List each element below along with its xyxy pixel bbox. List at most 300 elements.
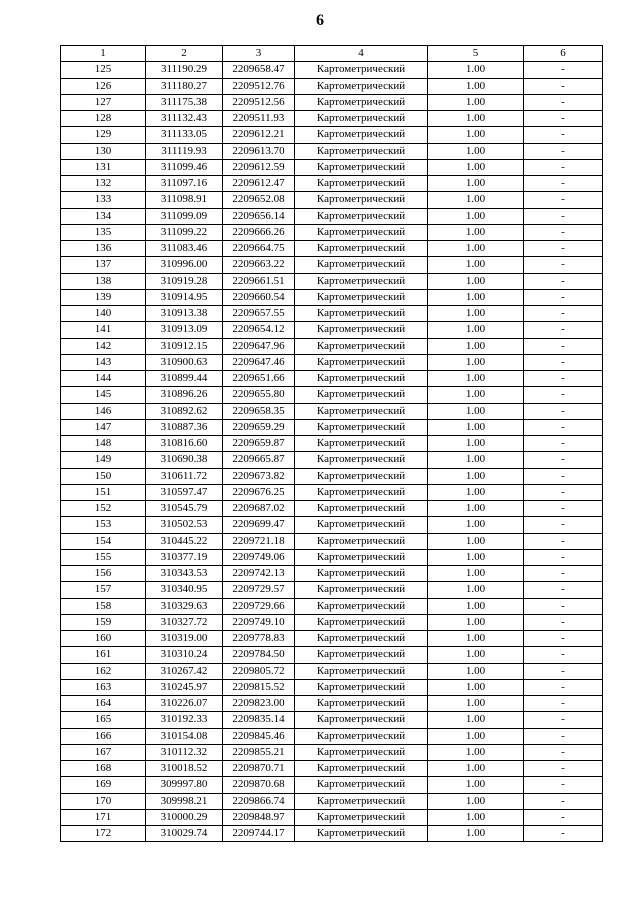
point-number-cell: 133	[61, 192, 146, 208]
note-cell: -	[524, 826, 603, 842]
point-number-cell: 172	[61, 826, 146, 842]
column-header: 1	[61, 46, 146, 62]
y-coordinate-cell: 2209612.59	[223, 159, 295, 175]
y-coordinate-cell: 2209659.29	[223, 419, 295, 435]
x-coordinate-cell: 310919.28	[146, 273, 223, 289]
y-coordinate-cell: 2209676.25	[223, 484, 295, 500]
y-coordinate-cell: 2209721.18	[223, 533, 295, 549]
method-cell: Картометрический	[295, 322, 428, 338]
method-cell: Картометрический	[295, 224, 428, 240]
accuracy-cell: 1.00	[428, 647, 524, 663]
note-cell: -	[524, 419, 603, 435]
y-coordinate-cell: 2209866.74	[223, 793, 295, 809]
x-coordinate-cell: 310545.79	[146, 501, 223, 517]
x-coordinate-cell: 311099.09	[146, 208, 223, 224]
accuracy-cell: 1.00	[428, 712, 524, 728]
note-cell: -	[524, 371, 603, 387]
table-row	[61, 517, 603, 533]
accuracy-cell: 1.00	[428, 436, 524, 452]
note-cell: -	[524, 224, 603, 240]
x-coordinate-cell: 310226.07	[146, 696, 223, 712]
table-row	[61, 338, 603, 354]
point-number-cell: 136	[61, 241, 146, 257]
accuracy-cell: 1.00	[428, 208, 524, 224]
accuracy-cell: 1.00	[428, 663, 524, 679]
y-coordinate-cell: 2209511.93	[223, 111, 295, 127]
note-cell: -	[524, 78, 603, 94]
y-coordinate-cell: 2209647.46	[223, 354, 295, 370]
y-coordinate-cell: 2209651.66	[223, 371, 295, 387]
table-row	[61, 127, 603, 143]
note-cell: -	[524, 387, 603, 403]
method-cell: Картометрический	[295, 78, 428, 94]
x-coordinate-cell: 310912.15	[146, 338, 223, 354]
note-cell: -	[524, 614, 603, 630]
note-cell: -	[524, 566, 603, 582]
x-coordinate-cell: 310896.26	[146, 387, 223, 403]
y-coordinate-cell: 2209656.14	[223, 208, 295, 224]
table-row	[61, 793, 603, 809]
method-cell: Картометрический	[295, 62, 428, 78]
point-number-cell: 125	[61, 62, 146, 78]
accuracy-cell: 1.00	[428, 403, 524, 419]
point-number-cell: 132	[61, 176, 146, 192]
method-cell: Картометрический	[295, 598, 428, 614]
table-row	[61, 419, 603, 435]
method-cell: Картометрический	[295, 289, 428, 305]
x-coordinate-cell: 310445.22	[146, 533, 223, 549]
point-number-cell: 154	[61, 533, 146, 549]
note-cell: -	[524, 192, 603, 208]
note-cell: -	[524, 62, 603, 78]
table-row	[61, 744, 603, 760]
point-number-cell: 137	[61, 257, 146, 273]
note-cell: -	[524, 679, 603, 695]
note-cell: -	[524, 777, 603, 793]
method-cell: Картометрический	[295, 143, 428, 159]
accuracy-cell: 1.00	[428, 94, 524, 110]
table-row	[61, 354, 603, 370]
y-coordinate-cell: 2209659.87	[223, 436, 295, 452]
method-cell: Картометрический	[295, 728, 428, 744]
y-coordinate-cell: 2209749.10	[223, 614, 295, 630]
note-cell: -	[524, 159, 603, 175]
point-number-cell: 143	[61, 354, 146, 370]
y-coordinate-cell: 2209673.82	[223, 468, 295, 484]
note-cell: -	[524, 257, 603, 273]
accuracy-cell: 1.00	[428, 224, 524, 240]
point-number-cell: 166	[61, 728, 146, 744]
table-row	[61, 78, 603, 94]
x-coordinate-cell: 311133.05	[146, 127, 223, 143]
x-coordinate-cell: 310913.38	[146, 306, 223, 322]
accuracy-cell: 1.00	[428, 127, 524, 143]
y-coordinate-cell: 2209666.26	[223, 224, 295, 240]
note-cell: -	[524, 241, 603, 257]
y-coordinate-cell: 2209661.51	[223, 273, 295, 289]
accuracy-cell: 1.00	[428, 111, 524, 127]
note-cell: -	[524, 696, 603, 712]
x-coordinate-cell: 311099.46	[146, 159, 223, 175]
x-coordinate-cell: 310892.62	[146, 403, 223, 419]
x-coordinate-cell: 310310.24	[146, 647, 223, 663]
accuracy-cell: 1.00	[428, 354, 524, 370]
y-coordinate-cell: 2209823.00	[223, 696, 295, 712]
table-row	[61, 273, 603, 289]
note-cell: -	[524, 127, 603, 143]
x-coordinate-cell: 311083.46	[146, 241, 223, 257]
method-cell: Картометрический	[295, 257, 428, 273]
note-cell: -	[524, 809, 603, 825]
accuracy-cell: 1.00	[428, 549, 524, 565]
point-number-cell: 144	[61, 371, 146, 387]
y-coordinate-cell: 2209845.46	[223, 728, 295, 744]
x-coordinate-cell: 310914.95	[146, 289, 223, 305]
method-cell: Картометрический	[295, 696, 428, 712]
table-row	[61, 452, 603, 468]
method-cell: Картометрический	[295, 614, 428, 630]
y-coordinate-cell: 2209848.97	[223, 809, 295, 825]
table-row	[61, 192, 603, 208]
accuracy-cell: 1.00	[428, 192, 524, 208]
note-cell: -	[524, 712, 603, 728]
table-row	[61, 679, 603, 695]
point-number-cell: 159	[61, 614, 146, 630]
column-header: 3	[223, 46, 295, 62]
note-cell: -	[524, 549, 603, 565]
point-number-cell: 146	[61, 403, 146, 419]
x-coordinate-cell: 310816.60	[146, 436, 223, 452]
accuracy-cell: 1.00	[428, 777, 524, 793]
table-body	[61, 62, 603, 842]
x-coordinate-cell: 310327.72	[146, 614, 223, 630]
y-coordinate-cell: 2209870.71	[223, 761, 295, 777]
x-coordinate-cell: 310245.97	[146, 679, 223, 695]
point-number-cell: 151	[61, 484, 146, 500]
method-cell: Картометрический	[295, 549, 428, 565]
point-number-cell: 147	[61, 419, 146, 435]
y-coordinate-cell: 2209647.96	[223, 338, 295, 354]
point-number-cell: 153	[61, 517, 146, 533]
note-cell: -	[524, 793, 603, 809]
point-number-cell: 126	[61, 78, 146, 94]
method-cell: Картометрический	[295, 452, 428, 468]
accuracy-cell: 1.00	[428, 566, 524, 582]
table-row	[61, 62, 603, 78]
point-number-cell: 128	[61, 111, 146, 127]
x-coordinate-cell: 311119.93	[146, 143, 223, 159]
note-cell: -	[524, 728, 603, 744]
x-coordinate-cell: 311180.27	[146, 78, 223, 94]
x-coordinate-cell: 310996.00	[146, 257, 223, 273]
x-coordinate-cell: 310000.29	[146, 809, 223, 825]
y-coordinate-cell: 2209658.47	[223, 62, 295, 78]
y-coordinate-cell: 2209870.68	[223, 777, 295, 793]
method-cell: Картометрический	[295, 663, 428, 679]
y-coordinate-cell: 2209744.17	[223, 826, 295, 842]
accuracy-cell: 1.00	[428, 78, 524, 94]
point-number-cell: 169	[61, 777, 146, 793]
table-row	[61, 387, 603, 403]
table-row	[61, 582, 603, 598]
table-row	[61, 484, 603, 500]
table-header-row	[61, 46, 603, 62]
table-row	[61, 631, 603, 647]
x-coordinate-cell: 310192.33	[146, 712, 223, 728]
y-coordinate-cell: 2209660.54	[223, 289, 295, 305]
y-coordinate-cell: 2209855.21	[223, 744, 295, 760]
method-cell: Картометрический	[295, 338, 428, 354]
y-coordinate-cell: 2209655.80	[223, 387, 295, 403]
y-coordinate-cell: 2209729.57	[223, 582, 295, 598]
y-coordinate-cell: 2209612.47	[223, 176, 295, 192]
method-cell: Картометрический	[295, 517, 428, 533]
x-coordinate-cell: 311190.29	[146, 62, 223, 78]
note-cell: -	[524, 338, 603, 354]
note-cell: -	[524, 354, 603, 370]
accuracy-cell: 1.00	[428, 614, 524, 630]
accuracy-cell: 1.00	[428, 322, 524, 338]
column-header: 6	[524, 46, 603, 62]
note-cell: -	[524, 322, 603, 338]
x-coordinate-cell: 309997.80	[146, 777, 223, 793]
point-number-cell: 127	[61, 94, 146, 110]
accuracy-cell: 1.00	[428, 452, 524, 468]
point-number-cell: 138	[61, 273, 146, 289]
note-cell: -	[524, 598, 603, 614]
table-row	[61, 436, 603, 452]
y-coordinate-cell: 2209805.72	[223, 663, 295, 679]
accuracy-cell: 1.00	[428, 257, 524, 273]
accuracy-cell: 1.00	[428, 468, 524, 484]
note-cell: -	[524, 94, 603, 110]
accuracy-cell: 1.00	[428, 826, 524, 842]
x-coordinate-cell: 310611.72	[146, 468, 223, 484]
table-row	[61, 111, 603, 127]
accuracy-cell: 1.00	[428, 761, 524, 777]
accuracy-cell: 1.00	[428, 371, 524, 387]
table-row	[61, 826, 603, 842]
x-coordinate-cell: 310340.95	[146, 582, 223, 598]
table-row	[61, 241, 603, 257]
table-row	[61, 176, 603, 192]
page-number: 6	[316, 12, 324, 29]
method-cell: Картометрический	[295, 501, 428, 517]
accuracy-cell: 1.00	[428, 241, 524, 257]
x-coordinate-cell: 310899.44	[146, 371, 223, 387]
accuracy-cell: 1.00	[428, 728, 524, 744]
point-number-cell: 161	[61, 647, 146, 663]
method-cell: Картометрический	[295, 354, 428, 370]
y-coordinate-cell: 2209835.14	[223, 712, 295, 728]
y-coordinate-cell: 2209658.35	[223, 403, 295, 419]
accuracy-cell: 1.00	[428, 419, 524, 435]
x-coordinate-cell: 310112.32	[146, 744, 223, 760]
column-header: 5	[428, 46, 524, 62]
method-cell: Картометрический	[295, 484, 428, 500]
note-cell: -	[524, 436, 603, 452]
column-header: 2	[146, 46, 223, 62]
accuracy-cell: 1.00	[428, 143, 524, 159]
note-cell: -	[524, 273, 603, 289]
y-coordinate-cell: 2209612.21	[223, 127, 295, 143]
table-row	[61, 208, 603, 224]
point-number-cell: 170	[61, 793, 146, 809]
point-number-cell: 139	[61, 289, 146, 305]
table-row	[61, 94, 603, 110]
note-cell: -	[524, 517, 603, 533]
y-coordinate-cell: 2209784.50	[223, 647, 295, 663]
note-cell: -	[524, 143, 603, 159]
table-row	[61, 371, 603, 387]
table-row	[61, 501, 603, 517]
accuracy-cell: 1.00	[428, 744, 524, 760]
y-coordinate-cell: 2209699.47	[223, 517, 295, 533]
method-cell: Картометрический	[295, 566, 428, 582]
y-coordinate-cell: 2209729.66	[223, 598, 295, 614]
y-coordinate-cell: 2209665.87	[223, 452, 295, 468]
table-row	[61, 306, 603, 322]
method-cell: Картометрический	[295, 809, 428, 825]
point-number-cell: 165	[61, 712, 146, 728]
method-cell: Картометрический	[295, 647, 428, 663]
accuracy-cell: 1.00	[428, 598, 524, 614]
note-cell: -	[524, 533, 603, 549]
note-cell: -	[524, 208, 603, 224]
accuracy-cell: 1.00	[428, 176, 524, 192]
point-number-cell: 160	[61, 631, 146, 647]
x-coordinate-cell: 310029.74	[146, 826, 223, 842]
table-row	[61, 598, 603, 614]
x-coordinate-cell: 311097.16	[146, 176, 223, 192]
table-row	[61, 696, 603, 712]
note-cell: -	[524, 501, 603, 517]
point-number-cell: 168	[61, 761, 146, 777]
table-row	[61, 728, 603, 744]
point-number-cell: 158	[61, 598, 146, 614]
method-cell: Картометрический	[295, 387, 428, 403]
table-row	[61, 712, 603, 728]
point-number-cell: 145	[61, 387, 146, 403]
note-cell: -	[524, 484, 603, 500]
x-coordinate-cell: 311175.38	[146, 94, 223, 110]
accuracy-cell: 1.00	[428, 289, 524, 305]
x-coordinate-cell: 311099.22	[146, 224, 223, 240]
accuracy-cell: 1.00	[428, 501, 524, 517]
method-cell: Картометрический	[295, 371, 428, 387]
accuracy-cell: 1.00	[428, 62, 524, 78]
y-coordinate-cell: 2209742.13	[223, 566, 295, 582]
table-row	[61, 468, 603, 484]
accuracy-cell: 1.00	[428, 582, 524, 598]
note-cell: -	[524, 582, 603, 598]
table-row	[61, 809, 603, 825]
x-coordinate-cell: 310377.19	[146, 549, 223, 565]
table-row	[61, 143, 603, 159]
method-cell: Картометрический	[295, 111, 428, 127]
note-cell: -	[524, 176, 603, 192]
point-number-cell: 134	[61, 208, 146, 224]
x-coordinate-cell: 311098.91	[146, 192, 223, 208]
accuracy-cell: 1.00	[428, 306, 524, 322]
note-cell: -	[524, 111, 603, 127]
table-row	[61, 614, 603, 630]
x-coordinate-cell: 309998.21	[146, 793, 223, 809]
note-cell: -	[524, 403, 603, 419]
table-row	[61, 777, 603, 793]
method-cell: Картометрический	[295, 631, 428, 647]
point-number-cell: 150	[61, 468, 146, 484]
x-coordinate-cell: 310329.63	[146, 598, 223, 614]
method-cell: Картометрический	[295, 777, 428, 793]
table-row	[61, 257, 603, 273]
y-coordinate-cell: 2209687.02	[223, 501, 295, 517]
accuracy-cell: 1.00	[428, 517, 524, 533]
point-number-cell: 131	[61, 159, 146, 175]
method-cell: Картометрический	[295, 761, 428, 777]
method-cell: Картометрический	[295, 468, 428, 484]
note-cell: -	[524, 289, 603, 305]
method-cell: Картометрический	[295, 582, 428, 598]
note-cell: -	[524, 306, 603, 322]
coordinates-table	[60, 45, 603, 842]
accuracy-cell: 1.00	[428, 679, 524, 695]
x-coordinate-cell: 310154.08	[146, 728, 223, 744]
y-coordinate-cell: 2209664.75	[223, 241, 295, 257]
y-coordinate-cell: 2209778.83	[223, 631, 295, 647]
x-coordinate-cell: 310913.09	[146, 322, 223, 338]
table-row	[61, 322, 603, 338]
point-number-cell: 141	[61, 322, 146, 338]
method-cell: Картометрический	[295, 744, 428, 760]
note-cell: -	[524, 744, 603, 760]
x-coordinate-cell: 310502.53	[146, 517, 223, 533]
point-number-cell: 142	[61, 338, 146, 354]
method-cell: Картометрический	[295, 679, 428, 695]
note-cell: -	[524, 663, 603, 679]
table-row	[61, 761, 603, 777]
y-coordinate-cell: 2209749.06	[223, 549, 295, 565]
method-cell: Картометрический	[295, 793, 428, 809]
table-row	[61, 289, 603, 305]
point-number-cell: 155	[61, 549, 146, 565]
method-cell: Картометрический	[295, 712, 428, 728]
accuracy-cell: 1.00	[428, 484, 524, 500]
method-cell: Картометрический	[295, 403, 428, 419]
point-number-cell: 156	[61, 566, 146, 582]
note-cell: -	[524, 761, 603, 777]
table-row	[61, 224, 603, 240]
x-coordinate-cell: 310887.36	[146, 419, 223, 435]
note-cell: -	[524, 647, 603, 663]
accuracy-cell: 1.00	[428, 387, 524, 403]
column-header: 4	[295, 46, 428, 62]
method-cell: Картометрический	[295, 176, 428, 192]
x-coordinate-cell: 310690.38	[146, 452, 223, 468]
accuracy-cell: 1.00	[428, 631, 524, 647]
y-coordinate-cell: 2209652.08	[223, 192, 295, 208]
table-row	[61, 647, 603, 663]
point-number-cell: 167	[61, 744, 146, 760]
table-row	[61, 159, 603, 175]
method-cell: Картометрический	[295, 436, 428, 452]
point-number-cell: 162	[61, 663, 146, 679]
method-cell: Картометрический	[295, 192, 428, 208]
method-cell: Картометрический	[295, 208, 428, 224]
y-coordinate-cell: 2209613.70	[223, 143, 295, 159]
table-row	[61, 403, 603, 419]
x-coordinate-cell: 310319.00	[146, 631, 223, 647]
